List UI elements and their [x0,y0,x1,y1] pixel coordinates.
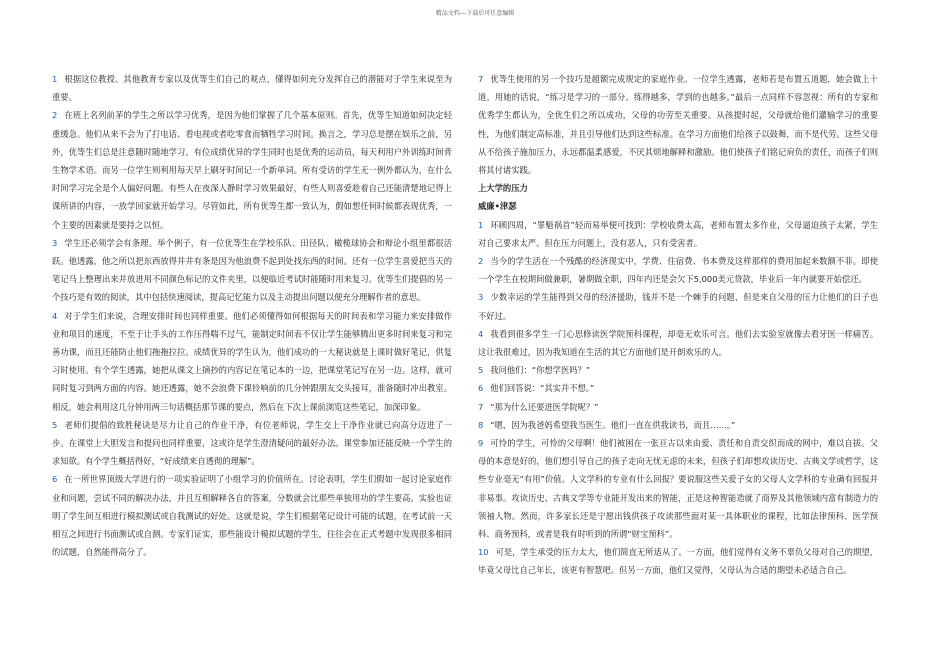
paragraph-number: 1 [52,74,58,84]
paragraph-number: 7 [478,74,484,84]
paragraph-number: 4 [52,310,58,321]
paragraph [478,216,878,252]
paragraph-text: 根据这位教授、其他教育专家以及优等生们自己的观点，懂得如何充分发挥自己的潜能对于学生来说至为重要。 [52,74,452,103]
paragraph-text: 在班上名列前茅的学生之所以学习优秀，是因为他们掌握了几个基本原则。首先，优等生知道如何决定轻重缓急。他们从来不会为了打电话、看电视或者吃零食而牺牲学习时间。换言之，学习总是摆在娱乐之前，另外，优等生们总是注意随时随地学习。有位成绩优异的学生同时也是优秀的运动员，每天利用户外训练时间背生物学术语。而另一位学生则利用每天早上刷牙时间记一个新单词。所有受访的学生无一例外都认为，在什么时间学习完全是个人偏好问题。有些人在夜深人静时学习效果最好，有些人则喜爱趁着自己还能清楚地记得上课所讲的内容，一放学回家就开始学习。尽管如此，所有优等生都一致认为，假如想任何时候都表现优秀，一个主要的因素就是要持之以恒。 [52,110,452,230]
paragraph-number: 2 [52,110,58,121]
paragraph [478,416,878,434]
paragraph-number: 9 [478,438,484,449]
paragraph [52,470,452,561]
right-column [478,70,878,580]
paragraph-text: 环顾四周，“罪魁祸首”轻而易举便可找到：学校收费太高，老师布置太多作业，父母逼迫孩子太紧，学生对自己要求太严。但在压力问题上，没有恶人，只有受害者。 [478,219,878,248]
paragraph-text: 可怜的学生，可怜的父母啊！他们被困在一张亘古以来由爱、责任和自责交织而成的网中，难以自拔。父母的本意是好的，他们想引导自己的孩子走向无忧无虑的未来，但孩子们却想攻读历史、古典文学或哲学，这些专业毫无“有用”价值。人文学科的专业有什么回报？要说服这些关爱子女的父母人文学科的专业确有回报并非易事。攻读历史、古典文学等专业能开发出来的智能，正是这种智能造就了商界及其他领域内富有制造力的领袖人物。然而，许多家长还是宁愿出钱供孩子攻读那些面对某一具体职业的课程，比如法律预科、医学预科、商务预科，或者是我有时听到的所谓“财宝预科”。 [478,438,878,540]
paragraph-text: 我问他们：“你想学医吗？” [490,365,591,376]
paragraph [52,234,452,307]
paragraph-text: 优等生使用的另一个技巧是超额完成规定的家庭作业。一位学生透露，老师若是布置五道题，她会做上十道。用她的话说，“练习是学习的一部分。练得越多，学到的也越多。”最后一点同样不容忽视：所有的专家和优秀学生都认为，全优生们之所以成功，父母的功劳至关重要。从孩提时起，父母就给他们灌输学习的重要性，为他们制定高标准，并且引导他们达到这些标准。在学习方面他们给孩子以鼓舞，而不是代劳。这些父母从不给孩子施加压力，永远都温柔感爱，不厌其烦地解释和激励。他们使孩子们铭记肩负的责任，而孩子们则将其付诸实践。 [478,74,878,176]
paragraph [478,398,878,416]
paragraph [478,252,878,288]
section-heading: 威廉•津瑟 [478,201,517,212]
paragraph-number: 3 [478,292,484,303]
paragraph-number: 10 [478,547,489,558]
paragraph-number: 6 [52,474,58,485]
left-column [52,70,452,561]
paragraph [478,434,878,543]
paragraph [478,325,878,361]
paragraph-number: 5 [52,419,58,430]
paragraph [478,379,878,397]
paragraph-text: 对于学生们来说，合理安排时间也同样重要。他们必须懂得如何根据每天的时间表和学习能力来安排做作业和项目的速度，不至于让手头的工作压得喘不过气，能制定时间表不仅让学生能够腾出更多时间来复习和完善功课，而且还能防止他们拖拖拉拉。成绩优异的学生认为，他们成功的一大秘诀就是上课时做好笔记，供复习时使用。有个学生透露，她把从课文上摘抄的内容记在笔记本的一边，把课堂笔记写在另一边。这样，就可同时复习到两方面的内容。她还透露，她不会浪费下课铃响前的几分钟跟朋友交头接耳，准备随时冲出教室。相反，她会利用这几分钟用两三句话概括那节课的要点，然后在下次上课前浏览这些笔记，加深印象。 [52,310,452,412]
paragraph-number: 3 [52,237,58,248]
paragraph-text: 可是，学生承受的压力太大，他们简直无所适从了。一方面，他们觉得有义务不辜负父母对自己的期望，毕竟父母比自己年长，该更有智慧吧。但另一方面，他们又觉得，父母认为合适的期望未必适合自己。 [478,547,878,576]
paragraph [52,416,452,471]
paragraph [478,543,878,579]
paragraph-number: 5 [478,365,484,376]
paragraph [478,70,878,179]
section-heading: 上大学的压力 [478,183,528,194]
paragraph-text: 当今的学生活在一个残酷的经济现实中，学费、住宿费、书本费及这样那样的费用加起来数额不菲。即使一个学生在校期间做兼职，暑期做全职，四年内还是会欠下5,000美元贷款，毕业后一年内就要开始偿还。 [478,256,878,285]
paragraph-number: 7 [478,401,484,412]
paragraph-number: 8 [478,419,484,430]
paragraph-text: “那为什么还要进医学院呢？” [490,401,599,412]
paragraph-text: 老师们提倡的致胜秘诀是尽力让自己的作业干净，有位老师说，学生交上干净作业就已向高分迈进了一步。在课堂上大胆发言和提问也同样重要，这或许是学生澄清疑问的最好办法。课堂参加还能反映一个学生的求知欲。有个学生概括得好，“好成绩来自透彻的理解”。 [52,419,452,467]
paragraph [52,307,452,416]
page-header: 精品文档---下载后可任意编辑 [435,10,515,17]
paragraph [52,70,452,106]
paragraph [478,361,878,379]
paragraph-text: 少数幸运的学生能得到父母的经济援助，钱并不是一个棘手的问题，但是来自父母的压力让他们的日子也不好过。 [478,292,878,321]
paragraph-text: “嗯，因为我爸妈希望我当医生。他们一直在供我读书，而且……。” [490,419,736,430]
paragraph-text: 学生还必须学会有条理。举个例子，有一位优等生在学校乐队、田径队、橄榄球协会和辩论小组里都很活跃。他透露，他之所以把东西放得井井有条是因为他浪费不起到处找东西的时间。还有一位学生喜爱把当天的笔记马上整理出来并放进用不同颜色标记的文件夹里，以便临近考试时能随时用来复习。优等生们提倡的另一个技巧是有效的阅读，其中包括快速阅读，提高记忆能力以及主动提出问题以便充分理解作者的意思。 [52,237,452,303]
paragraph-number: 2 [478,256,484,267]
paragraph-number: 6 [478,383,484,394]
paragraph-text: 他们回答说：“其实并不想。” [490,383,595,394]
paragraph-number: 4 [478,328,484,339]
paragraph-text: 我看到很多学生一门心思修读医学院预科课程，却毫无欢乐可言。他们去实验室就像去看牙医一样痛苦。这让我很难过，因为我知道在生活的其它方面他们是开朗欢乐的人。 [478,328,878,358]
paragraph-number: 1 [478,219,484,230]
paragraph [52,106,452,233]
paragraph-text: 在一所世界顶级大学进行的一项实验证明了小组学习的价值所在。讨论表明，学生们假如一起讨论家庭作业和问题，尝试不同的解决办法，并且互相解释各自的答案，分数就会比那些单独用功的学生要高。实验也证明了学生间互相进行模拟测试或自我测试的好处。这就是说，学生们根据笔记设计可能的试题，在考试前一天相互之间进行书面测试或自测。专家们证实，那些能设计模拟试题的学生，往往会在正式考题中发现很多相同的试题，自然能得高分了。 [52,474,452,558]
paragraph [478,288,878,324]
